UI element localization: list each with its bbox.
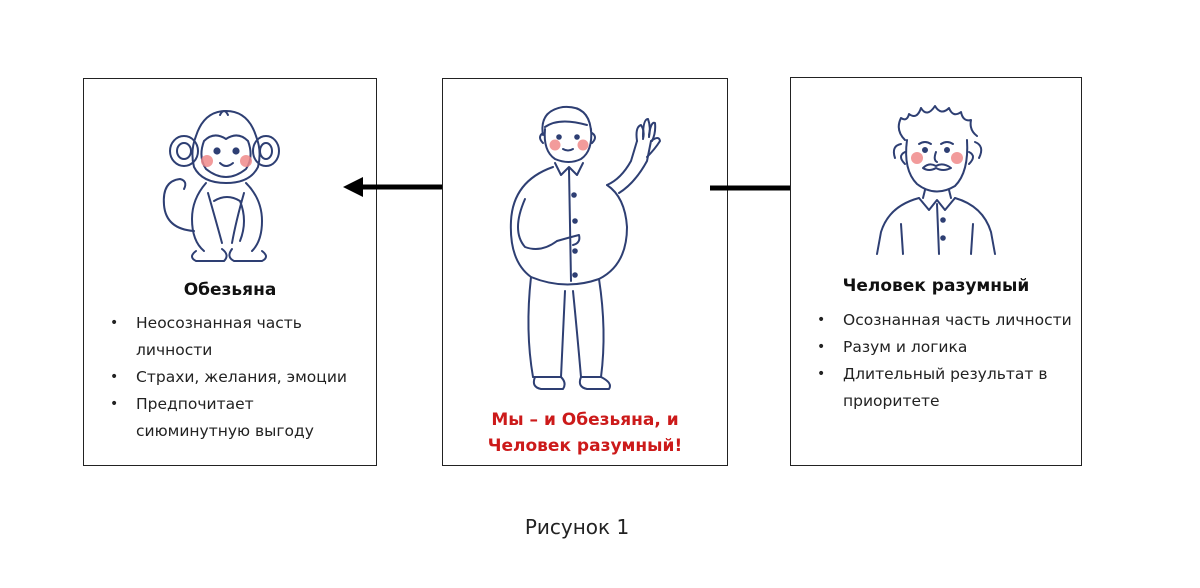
sapiens-bullet-list <box>817 307 1079 415</box>
monkey-illustration <box>144 101 294 266</box>
human-illustration <box>495 101 675 393</box>
sapiens-illustration <box>861 100 1011 258</box>
list-item: • Разум и логика <box>817 334 1079 361</box>
human-card <box>442 78 728 466</box>
list-item: • Страхи, желания, эмоции <box>110 364 370 391</box>
list-item: • Осознанная часть личности <box>817 307 1079 334</box>
figure-caption: Рисунок 1 <box>524 515 630 539</box>
center-caption <box>443 407 727 459</box>
list-item: • Длительный результат в приоритете <box>817 361 1079 415</box>
monkey-bullet-list <box>110 310 370 445</box>
list-item: • Предпочитает сиюминутную выгоду <box>110 391 370 445</box>
center-caption-line-1: Мы – и Обезьяна, и <box>491 410 679 430</box>
monkey-card <box>83 78 377 466</box>
sapiens-card <box>790 77 1082 466</box>
list-item: • Неосознанная часть личности <box>110 310 370 364</box>
center-caption-line-2: Человек разумный! <box>487 436 683 456</box>
sapiens-title: Человек разумный <box>842 276 1030 296</box>
monkey-title: Обезьяна <box>183 280 277 300</box>
